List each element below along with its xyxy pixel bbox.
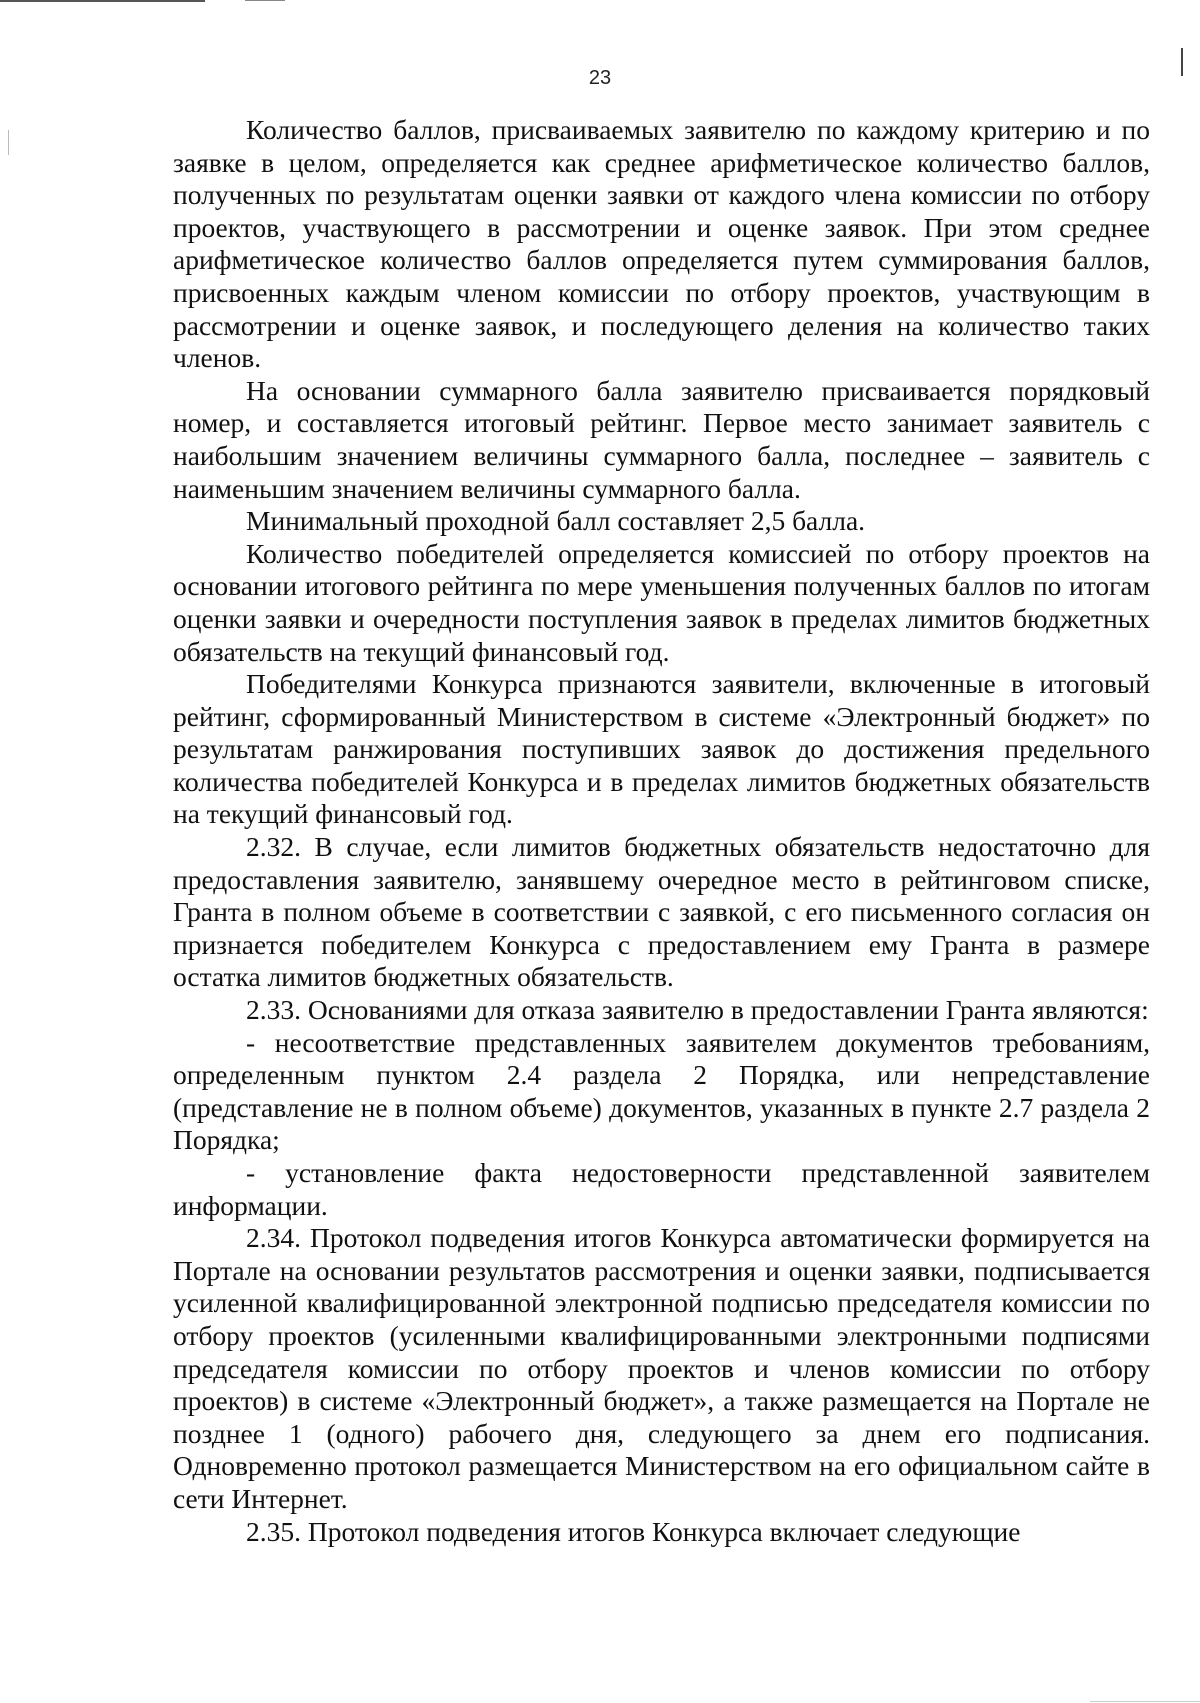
page-number: 23 [588, 67, 612, 89]
paragraph-clause-2-33: 2.33. Основаниями для отказа заявителю в предоставлении Гранта являются: [246, 994, 1149, 1026]
scan-artifact-line [1090, 1701, 1200, 1702]
paragraph-clause-2-35: 2.35. Протокол подведения итогов Конкурса включает следующие [246, 1515, 1021, 1547]
paragraph-ranking: На основании суммарного балла заявителю присваивается порядковый номер, и составляется итоговый рейтинг. Первое место занимает заявитель с наибольшим значением величины суммарного балла, последнее – заявитель с наименьшим значением величины суммарного балла. [173, 374, 1150, 504]
paragraph-minimum-score: Минимальный проходной балл составляет 2,5 балла. [246, 505, 866, 537]
document-body [173, 114, 1150, 1548]
paragraph-clause-2-32: 2.32. В случае, если лимитов бюджетных обязательств недостаточно для предоставления заявителю, занявшему очередное место в рейтинговом списке, Гранта в полном объеме в соответствии с заявкой, с его письменного согласия он признается победителем Конкурса с предоставлением ему Гранта в размере остатка лимитов бюджетных обязательств. [173, 831, 1150, 993]
list-item-false-information: - установление факта недостоверности представленной заявителем информации. [173, 1157, 1150, 1221]
paragraph-winners-definition: Победителями Конкурса признаются заявители, включенные в итоговый рейтинг, сформированный Министерством в системе «Электронный бюджет» по результатам ранжирования поступивших заявок до достижения предельного количества победителей Конкурса и в пределах лимитов бюджетных обязательств на текущий финансовый год. [173, 668, 1150, 830]
scan-artifact-mark [8, 130, 9, 155]
paragraph-number-of-winners: Количество победителей определяется комиссией по отбору проектов на основании итогового рейтинга по мере уменьшения полученных баллов по итогам оценки заявки и очередности поступления заявок в пределах лимитов бюджетных обязательств на текущий финансовый год. [173, 537, 1150, 667]
paragraph-scoring-average: Количество баллов, присваиваемых заявителю по каждому критерию и по заявке в целом, определяется как среднее арифметическое количество баллов, полученных по результатам оценки заявки от каждого члена комиссии по отбору проектов, участвующего в рассмотрении и оценке заявок. При этом среднее арифметическое количество баллов определяется путем суммирования баллов, присвоенных каждым членом комиссии по отбору проектов, участвующим в рассмотрении и оценке заявок, и последующего деления на количество таких членов. [173, 114, 1150, 374]
list-item-nonconformity: - несоответствие представленных заявителем документов требованиям, определенным пунктом 2.4 раздела 2 Порядка, или непредставление (представление не в полном объеме) документов, указанных в пункте 2.7 раздела 2 Порядка; [173, 1026, 1150, 1156]
paragraph-clause-2-34: 2.34. Протокол подведения итогов Конкурса автоматически формируется на Портале на основании результатов рассмотрения и оценки заявки, подписывается усиленной квалифицированной электронной подписью председателя комиссии по отбору проектов (усиленными квалифицированными электронными подписями председателя комиссии по отбору проектов и членов комиссии по отбору проектов) в системе «Электронный бюджет», а также размещается на Портале не позднее 1 (одного) рабочего дня, следующего за днем его подписания. Одновременно протокол размещается Министерством на его официальном сайте в сети Интернет. [173, 1222, 1150, 1514]
scan-artifact-line [245, 0, 285, 1]
scan-artifact-line [0, 0, 205, 2]
